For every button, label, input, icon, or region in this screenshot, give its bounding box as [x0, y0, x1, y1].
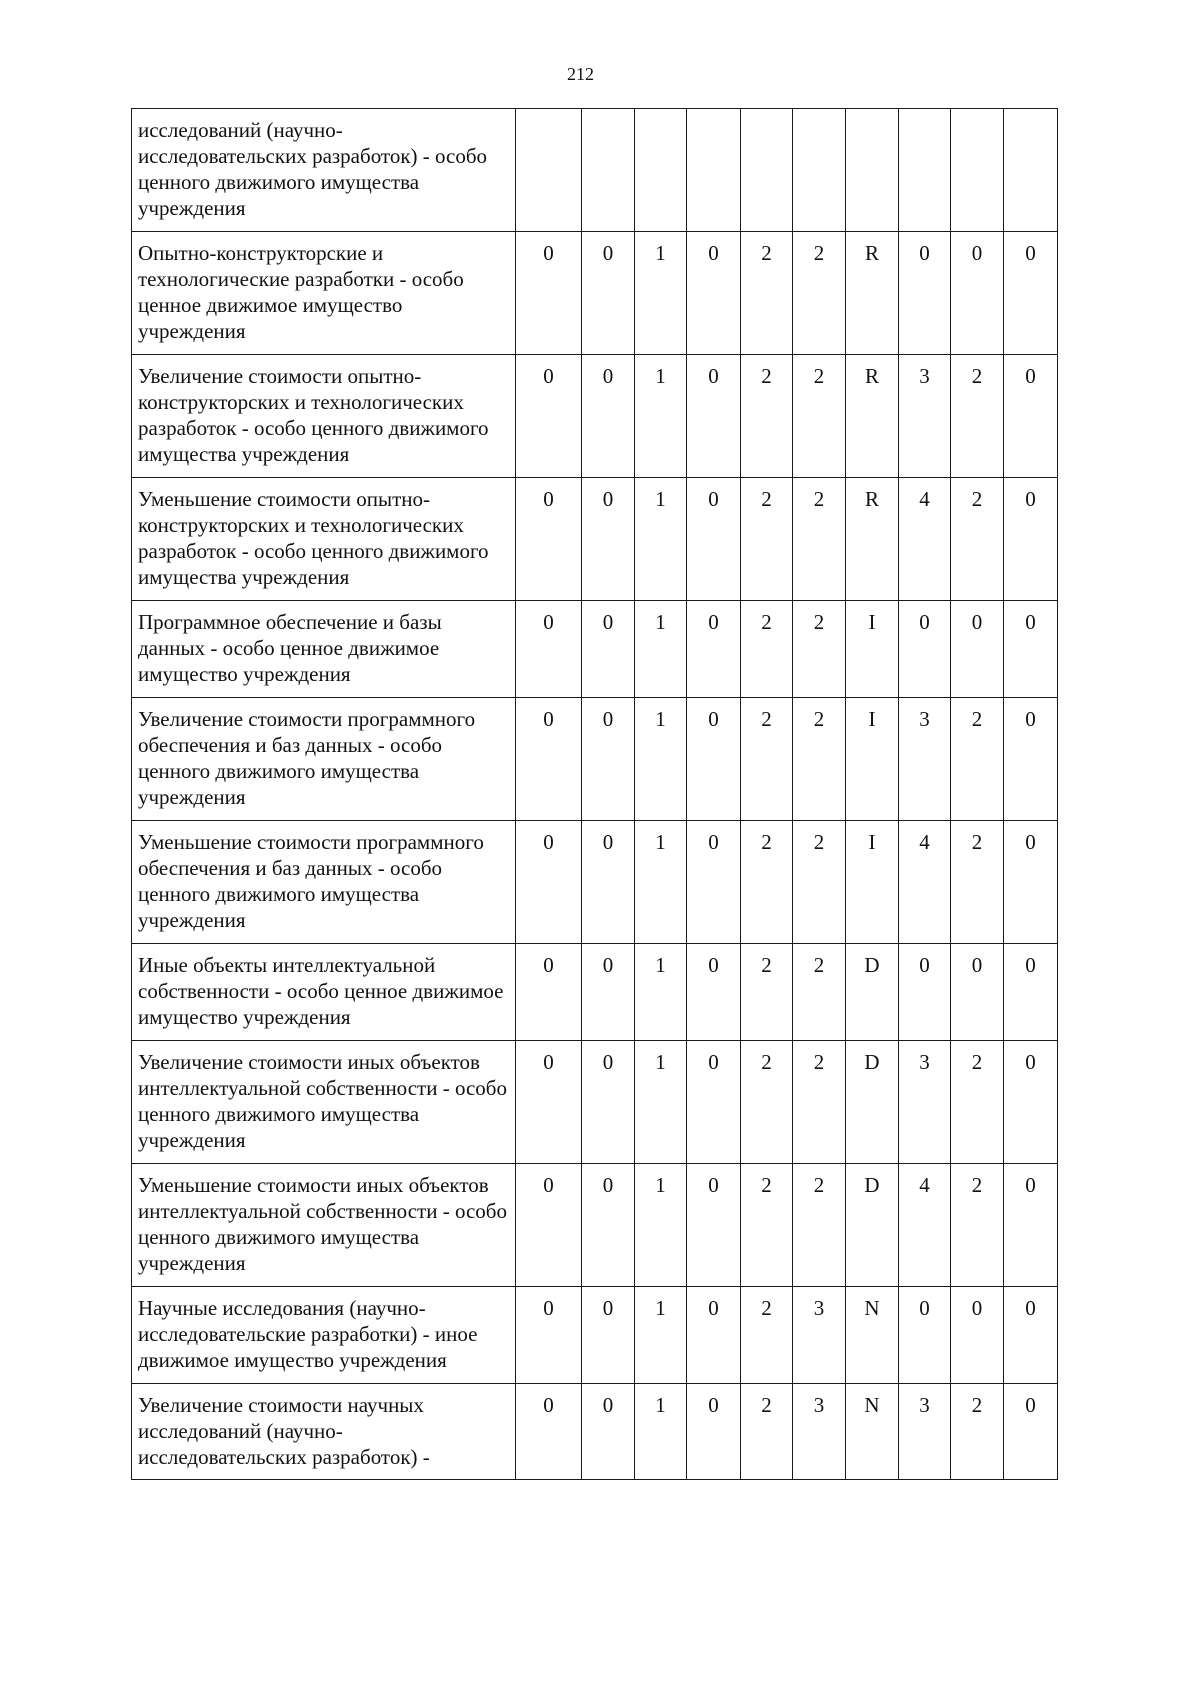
code-cell: 4 — [899, 478, 951, 601]
table-row — [132, 478, 1058, 601]
code-cell: 0 — [1004, 232, 1058, 355]
code-cell: 2 — [741, 821, 793, 944]
code-cell: 1 — [635, 1384, 687, 1480]
code-cell: 0 — [687, 821, 741, 944]
table-body — [132, 109, 1058, 1480]
code-cell: 0 — [582, 355, 635, 478]
code-cell: 0 — [516, 1287, 582, 1384]
code-cell — [1004, 109, 1058, 232]
table-row — [132, 109, 1058, 232]
code-cell: 0 — [899, 944, 951, 1041]
code-cell: 0 — [582, 478, 635, 601]
code-cell — [899, 109, 951, 232]
code-cell: 2 — [951, 698, 1004, 821]
row-description: Иные объекты интеллектуальной собственности - особо ценное движимое имущество учреждения — [132, 944, 516, 1041]
code-cell: 0 — [899, 232, 951, 355]
code-cell: 2 — [793, 478, 846, 601]
code-cell: 0 — [1004, 944, 1058, 1041]
code-cell: 3 — [899, 355, 951, 478]
code-cell: 0 — [582, 944, 635, 1041]
code-cell: D — [846, 944, 899, 1041]
code-cell: 3 — [793, 1287, 846, 1384]
table-row — [132, 1384, 1058, 1480]
code-cell — [951, 109, 1004, 232]
page-number: 212 — [567, 64, 594, 84]
code-cell: 0 — [899, 601, 951, 698]
code-cell: 0 — [516, 944, 582, 1041]
code-cell: 2 — [951, 821, 1004, 944]
code-cell: D — [846, 1041, 899, 1164]
code-cell: 2 — [951, 1041, 1004, 1164]
code-cell: 0 — [582, 698, 635, 821]
code-cell: 1 — [635, 944, 687, 1041]
code-cell: 0 — [1004, 1287, 1058, 1384]
code-cell: 0 — [687, 1384, 741, 1480]
code-cell: 3 — [899, 1384, 951, 1480]
row-description: Увеличение стоимости иных объектов интеллектуальной собственности - особо ценного движимого имущества учреждения — [132, 1041, 516, 1164]
code-cell: 0 — [582, 601, 635, 698]
row-description: Увеличение стоимости программного обеспечения и баз данных - особо ценного движимого имущества учреждения — [132, 698, 516, 821]
code-cell: 2 — [793, 355, 846, 478]
code-cell: 0 — [687, 1164, 741, 1287]
row-description: Опытно-конструкторские и технологические разработки - особо ценное движимое имущество учреждения — [132, 232, 516, 355]
row-description: Уменьшение стоимости иных объектов интеллектуальной собственности - особо ценного движимого имущества учреждения — [132, 1164, 516, 1287]
code-cell: 0 — [687, 944, 741, 1041]
table-row — [132, 232, 1058, 355]
code-cell — [582, 109, 635, 232]
code-cell: R — [846, 478, 899, 601]
table-row — [132, 698, 1058, 821]
code-cell: 0 — [516, 821, 582, 944]
code-cell: 2 — [793, 821, 846, 944]
code-cell: 0 — [582, 1164, 635, 1287]
code-cell: 0 — [899, 1287, 951, 1384]
account-codes-table — [131, 108, 1058, 1480]
code-cell: 0 — [1004, 1041, 1058, 1164]
code-cell: 0 — [687, 601, 741, 698]
table-row — [132, 1287, 1058, 1384]
code-cell: 0 — [1004, 478, 1058, 601]
code-cell: 1 — [635, 1164, 687, 1287]
row-description: исследований (научно-исследовательских разработок) - особо ценного движимого имущества учреждения — [132, 109, 516, 232]
code-cell: 1 — [635, 698, 687, 821]
code-cell: 2 — [741, 232, 793, 355]
table-row — [132, 944, 1058, 1041]
table-row — [132, 1041, 1058, 1164]
code-cell: R — [846, 232, 899, 355]
code-cell — [846, 109, 899, 232]
row-description: Уменьшение стоимости программного обеспечения и баз данных - особо ценного движимого имущества учреждения — [132, 821, 516, 944]
code-cell: 0 — [1004, 355, 1058, 478]
code-cell — [516, 109, 582, 232]
table-row — [132, 601, 1058, 698]
code-cell: 0 — [516, 698, 582, 821]
code-cell: N — [846, 1287, 899, 1384]
code-cell: 0 — [582, 821, 635, 944]
code-cell: N — [846, 1384, 899, 1480]
code-cell: 3 — [793, 1384, 846, 1480]
code-cell: 0 — [1004, 601, 1058, 698]
code-cell: 1 — [635, 355, 687, 478]
code-cell: 0 — [951, 601, 1004, 698]
code-cell — [741, 109, 793, 232]
code-cell: 1 — [635, 821, 687, 944]
code-cell: 1 — [635, 1287, 687, 1384]
code-cell: 0 — [1004, 1384, 1058, 1480]
code-cell: 2 — [741, 478, 793, 601]
code-cell — [635, 109, 687, 232]
code-cell: R — [846, 355, 899, 478]
code-cell: I — [846, 821, 899, 944]
code-cell: 0 — [687, 698, 741, 821]
code-cell: 2 — [741, 1164, 793, 1287]
code-cell: 0 — [687, 232, 741, 355]
code-cell: 0 — [516, 601, 582, 698]
code-cell: I — [846, 601, 899, 698]
code-cell — [687, 109, 741, 232]
code-cell: 2 — [793, 232, 846, 355]
code-cell: 0 — [582, 232, 635, 355]
code-cell: 0 — [1004, 1164, 1058, 1287]
code-cell: 0 — [1004, 698, 1058, 821]
row-description: Уменьшение стоимости опытно-конструкторских и технологических разработок - особо ценного движимого имущества учреждения — [132, 478, 516, 601]
row-description: Увеличение стоимости опытно-конструкторских и технологических разработок - особо ценного движимого имущества учреждения — [132, 355, 516, 478]
table-row — [132, 355, 1058, 478]
code-cell: 2 — [951, 355, 1004, 478]
row-description: Увеличение стоимости научных исследований (научно-исследовательских разработок) - — [132, 1384, 516, 1480]
code-cell: 2 — [793, 1041, 846, 1164]
code-cell: 2 — [793, 601, 846, 698]
code-cell: 2 — [793, 1164, 846, 1287]
code-cell: 2 — [741, 1384, 793, 1480]
code-cell: 0 — [687, 1041, 741, 1164]
code-cell: 0 — [516, 1164, 582, 1287]
code-cell: 0 — [951, 1287, 1004, 1384]
table-row — [132, 1164, 1058, 1287]
code-cell: 0 — [516, 1384, 582, 1480]
code-cell: 2 — [951, 1164, 1004, 1287]
code-cell: 0 — [951, 232, 1004, 355]
code-cell: 0 — [582, 1287, 635, 1384]
code-cell: 2 — [793, 698, 846, 821]
code-cell: 3 — [899, 698, 951, 821]
code-cell: 2 — [741, 601, 793, 698]
code-cell: 0 — [951, 944, 1004, 1041]
code-cell: 3 — [899, 1041, 951, 1164]
table-row — [132, 821, 1058, 944]
code-cell: 0 — [516, 232, 582, 355]
code-cell: 2 — [951, 478, 1004, 601]
code-cell: 2 — [793, 944, 846, 1041]
code-cell: 2 — [741, 1287, 793, 1384]
code-cell: 2 — [741, 944, 793, 1041]
code-cell: 0 — [687, 478, 741, 601]
code-cell: 0 — [687, 1287, 741, 1384]
code-cell: 0 — [516, 1041, 582, 1164]
code-cell: 2 — [741, 698, 793, 821]
code-cell: 4 — [899, 821, 951, 944]
code-cell: 0 — [687, 355, 741, 478]
code-cell: 0 — [516, 355, 582, 478]
row-description: Научные исследования (научно-исследовательские разработки) - иное движимое имущество учреждения — [132, 1287, 516, 1384]
code-cell: 1 — [635, 232, 687, 355]
code-cell: 1 — [635, 1041, 687, 1164]
code-cell: D — [846, 1164, 899, 1287]
code-cell: 0 — [1004, 821, 1058, 944]
code-cell: 1 — [635, 601, 687, 698]
code-cell: 2 — [741, 355, 793, 478]
code-cell: 0 — [582, 1384, 635, 1480]
row-description: Программное обеспечение и базы данных - особо ценное движимое имущество учреждения — [132, 601, 516, 698]
code-cell: 4 — [899, 1164, 951, 1287]
code-cell: 0 — [516, 478, 582, 601]
code-cell: I — [846, 698, 899, 821]
code-cell: 1 — [635, 478, 687, 601]
code-cell — [793, 109, 846, 232]
code-cell: 0 — [582, 1041, 635, 1164]
code-cell: 2 — [741, 1041, 793, 1164]
code-cell: 2 — [951, 1384, 1004, 1480]
